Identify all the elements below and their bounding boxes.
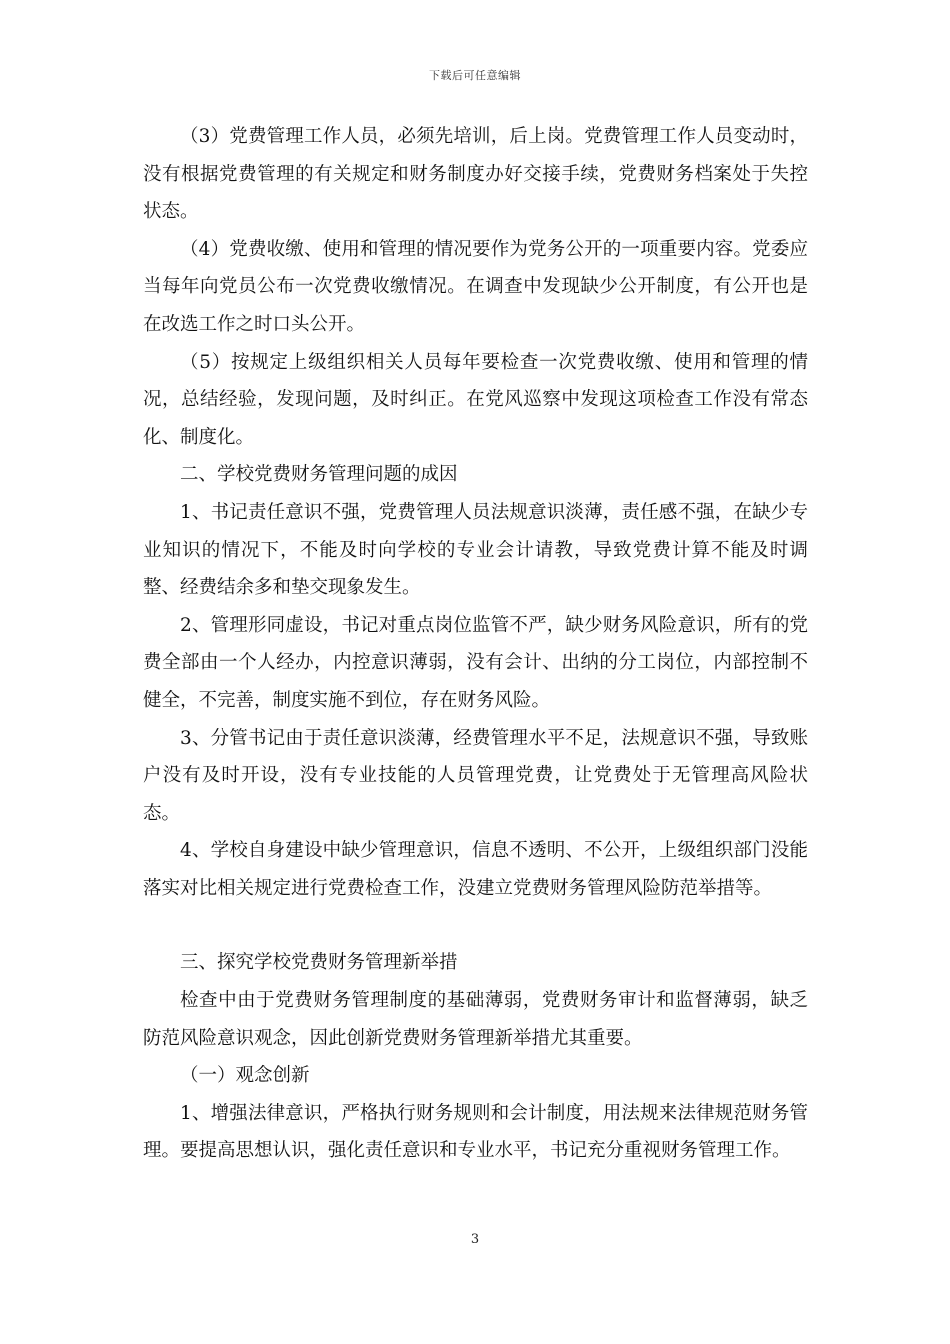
subsection-heading-1: （一）观念创新 xyxy=(180,1065,310,1087)
cause-item-4: 4、学校自身建设中缺少管理意识，信息不透明、不公开，上级组织部门没能落实对比相关规定进行党费检查工作，没建立党费财务管理风险防范举措等。 xyxy=(143,840,808,899)
paragraph-4: （4）党费收缴、使用和管理的情况要作为党务公开的一项重要内容。党委应当每年向党员公布一次党费收缴情况。在调查中发现缺少公开制度，有公开也是在改选工作之时口头公开。 xyxy=(143,238,808,335)
section-heading-3: 三、探究学校党费财务管理新举措 xyxy=(180,952,458,974)
page-header: 下载后可任意编辑 xyxy=(429,69,521,82)
measure-item-1: 1、增强法律意识，严格执行财务规则和会计制度，用法规来法律规范财务管理。要提高思想认识，强化责任意识和专业水平，书记充分重视财务管理工作。 xyxy=(143,1102,808,1162)
cause-item-2: 2、管理形同虚设，书记对重点岗位监管不严，缺少财务风险意识，所有的党费全部由一个人经办，内控意识薄弱，没有会计、出纳的分工岗位，内部控制不健全，不完善，制度实施不到位，存在财务风险。 xyxy=(143,614,808,711)
section-intro: 检查中由于党费财务管理制度的基础薄弱，党费财务审计和监督薄弱，缺乏防范风险意识观念，因此创新党费财务管理新举措尤其重要。 xyxy=(143,990,808,1049)
document-body xyxy=(143,118,808,1170)
page-number: 3 xyxy=(470,1232,480,1247)
section-heading-2: 二、学校党费财务管理问题的成因 xyxy=(180,464,458,486)
cause-item-3: 3、分管书记由于责任意识淡薄，经费管理水平不足，法规意识不强，导致账户没有及时开设，没有专业技能的人员管理党费，让党费处于无管理高风险状态。 xyxy=(143,727,808,824)
cause-item-1: 1、书记责任意识不强，党费管理人员法规意识淡薄，责任感不强，在缺少专业知识的情况下，不能及时向学校的专业会计请教，导致党费计算不能及时调整、经费结余多和垫交现象发生。 xyxy=(143,501,808,599)
paragraph-5: （5）按规定上级组织相关人员每年要检查一次党费收缴、使用和管理的情况，总结经验，发现问题，及时纠正。在党风巡察中发现这项检查工作没有常态化、制度化。 xyxy=(143,351,808,448)
paragraph-3: （3）党费管理工作人员，必须先培训，后上岗。党费管理工作人员变动时，没有根据党费管理的有关规定和财务制度办好交接手续，党费财务档案处于失控状态。 xyxy=(143,126,808,223)
blank-line xyxy=(143,907,808,944)
